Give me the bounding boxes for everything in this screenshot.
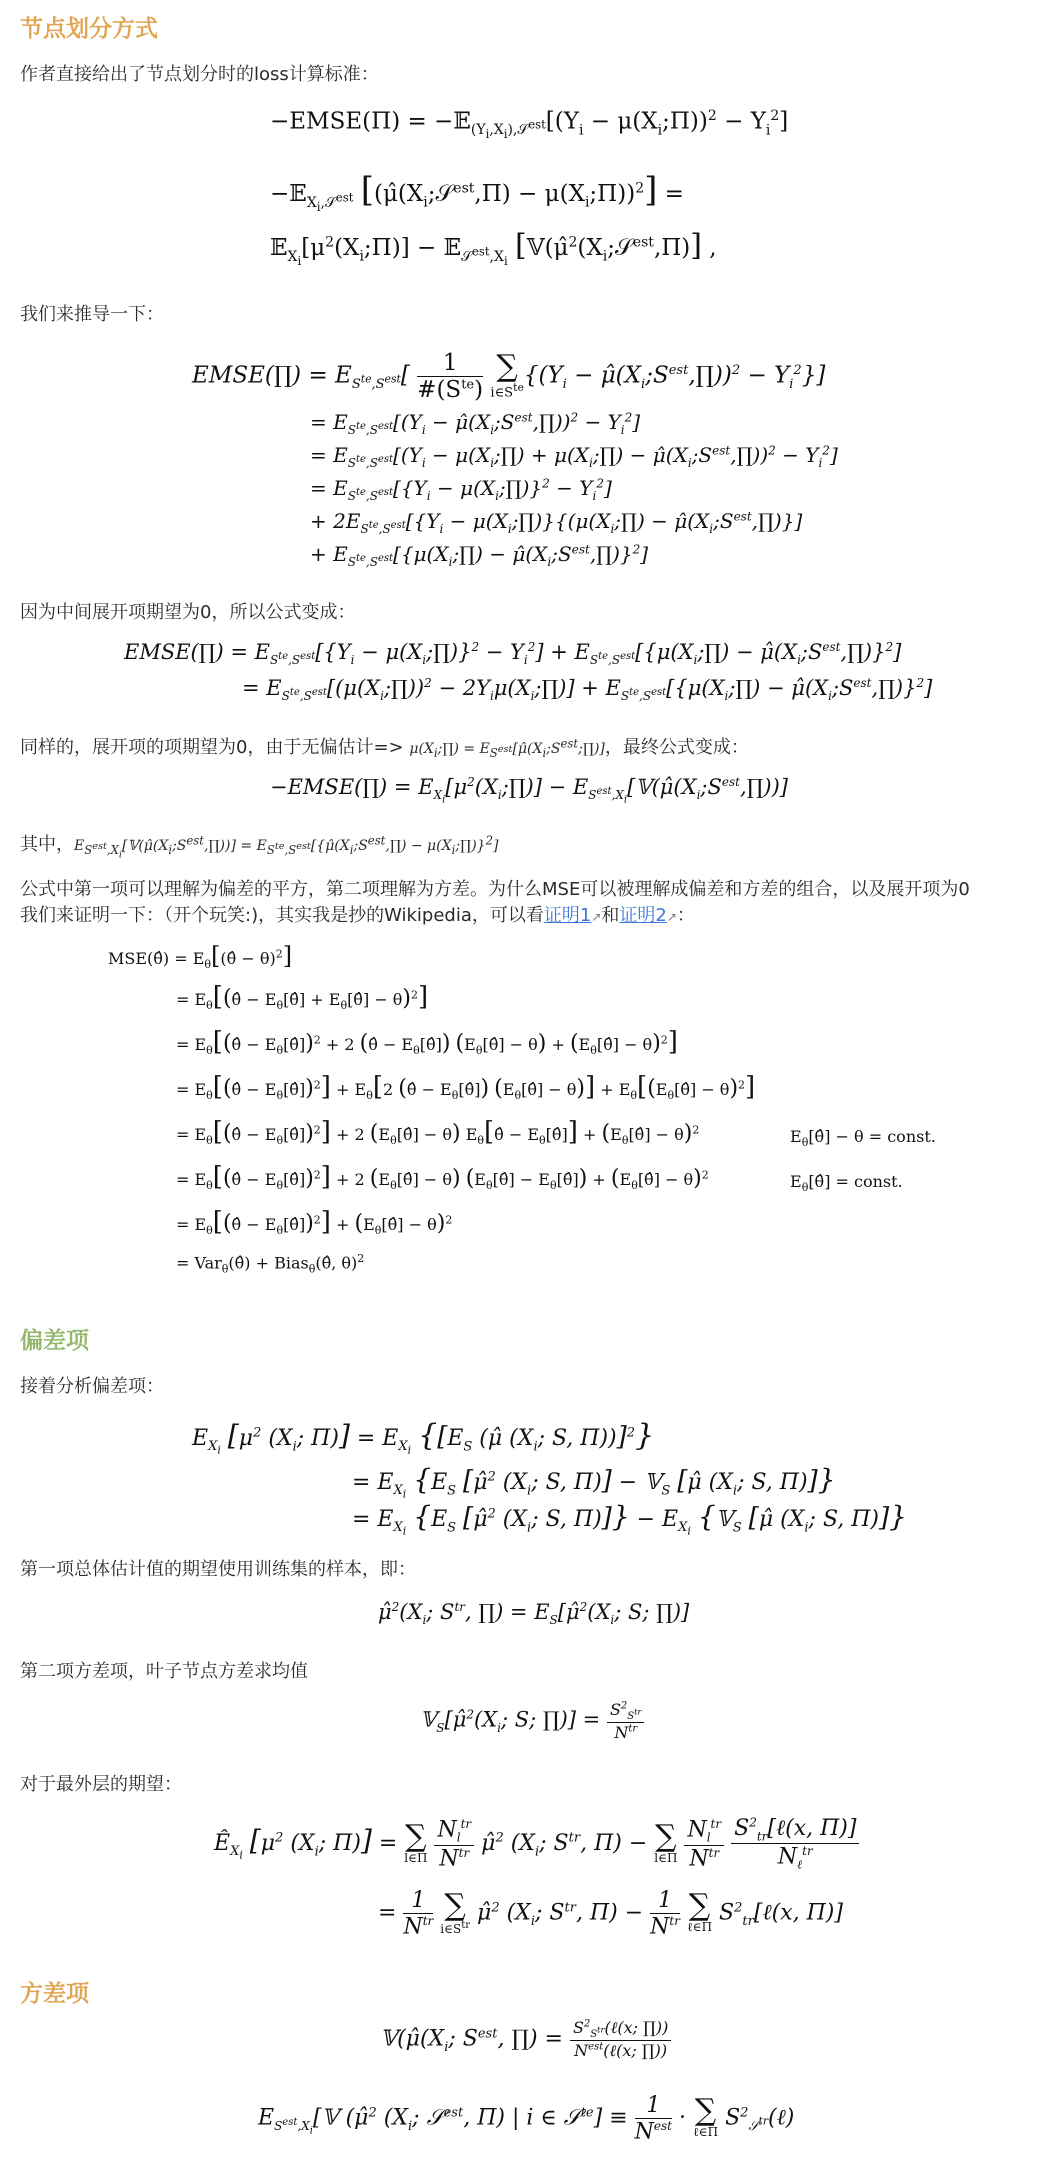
heading-bias: 偏差项 (20, 1328, 89, 1354)
combined-line-2: = $E_{S^{te},S^{est}}[(\mu(X_i;\prod))^2$ − $2Y_i\mu(X_i;\prod)$] + $E_{S^{te},S^{est}}[\{\mu(X_i;\prod)$ − $\mû(X_i;S^{est},\prod)\}^2$] (242, 676, 933, 704)
first-term-paragraph: 第一项总体估计值的期望使用训练集的样本，即： (20, 1559, 416, 1580)
because-paragraph: 因为中间展开项期望为0，所以公式变成： (20, 602, 356, 623)
first-term-equation: $\mû^2(X_i$; $S^{tr}$, ∏) = $E_S[\mû^2(X_i$; S; ∏)] (378, 1600, 690, 1628)
where-text-pre: 其中， (20, 834, 74, 855)
derivation-line-4: = $E_{S^{te},S^{est}}[\{Y_i$ − $\mu(X_i;\prod)\}^2 - Y_i^2$] (310, 476, 612, 503)
variance-line-2: $E_{S^{est},X_i}[𝕍$ (μ̂$^2$ ($X_i$; 𝒮$^{est}$, Π) | i ∈ 𝒮$^{te}$] ≡ 1 $N^{est}$ · ∑ ℓ∈Π $S^2_{𝒮^{tr}}(\ell)$ (258, 2093, 795, 2145)
derivation-line-2: = $E_{S^{te},S^{est}}[(Y_i$ − $\mû(X_i;S^{est},\prod))^2 - Y_i^2$] (310, 410, 641, 437)
second-term-paragraph: 第二项方差项，叶子节点方差求均值 (20, 1661, 308, 1682)
wiki-line-2: = $E_\theta[(\thetâ$ − $E_\theta[\thetâ]$ + $E_\theta[\thetâ] - \theta)^2$] (176, 982, 429, 1013)
where-inline-math: $E_{S^{est},X_i}[𝕍(\mû(X_i;S^{est},\prod))]$ = $E_{S^{te},S^{est}}[\{\mû(X_i;S^{est},\prod)$ − $\mu(X_i;\prod)\}^2$] (74, 833, 499, 861)
derivation-line-3: = $E_{S^{te},S^{est}}[(Y_i$ − $\mu(X_i;\prod)$ + $\mu(X_i;\prod)$ − $\mû(X_i;S^{est},\prod))^2 - Y_i^2$] (310, 443, 838, 470)
heading-split: 节点划分方式 (20, 16, 158, 42)
second-term-equation: $𝕍_S[\mû^2(X_i$; S; ∏)] = $S^2_{S^{tr}}$ $N^{tr}$ (420, 1700, 644, 1742)
wiki-line-1: MSE(θ̂) = $E_\theta[(\thetâ - \theta)^2]$ (108, 942, 293, 972)
wiki-line-8: = Var$_\theta$(θ̂) + Bias$_\theta$(θ̂, θ)$^2$ (176, 1252, 365, 1276)
derivation-line-6: + $E_{S^{te},S^{est}}[\{\mu(X_i;\prod)$ − $\mû(X_i;S^{est},\prod)\}^2$] (310, 542, 649, 569)
outer-paragraph: 对于最外层的期望： (20, 1774, 182, 1795)
mse-line2-post: ： (676, 905, 695, 926)
equation-emse-expand-b: $𝔼_{X_i}[\mu^2(X_i;\Pi)]$ − 𝔼$_{𝒮^{est},X_i}$ [$𝕍(\mû^2(X_i;𝒮^{est},\Pi)]$ , (270, 228, 717, 268)
wiki-line-6: = $E_\theta[(\thetâ$ − $E_\theta[\thetâ])^2] + 2$ $(E_\theta[\thetâ] - \theta)$ ($E_\theta[\thetâ]$ − $E_\theta[\thetâ]$) + $(E_\theta[\thetâ] - \theta)^2$ (176, 1162, 709, 1193)
equation-emse-def: −EMSE(Π) = $-𝔼_{(Y_i,X_i),𝒮^{est}}[(Y_i$ − $\mu(X_i;\Pi))^2 - Y_i^2$] (270, 108, 789, 142)
intro-paragraph: 作者直接给出了节点划分时的loss计算标准： (20, 64, 379, 85)
equation-emse-expand-a: −𝔼$_{X_i,𝒮^{est}}$ [($\mû(X_i;𝒮^{est},\Pi)$ − $\mu(X_i;\Pi))^2$] = (270, 170, 684, 214)
bias-line-2: = $E_{X_i}$ {$E_S$ [μ̂$^2$ ($X_i$; S, Π)] − 𝕍$_S$ [μ̂ ($X_i$; S, Π)]} (352, 1463, 836, 1501)
mse-paragraph-line-2 (20, 901, 695, 927)
heading-variance: 方差项 (20, 1981, 89, 2007)
outer-line-1: $Ê_{X_i}$ [$\mu^2$ ($X_i$; Π)] = ∑ l∈Π $N_l^{tr}$ $N^{tr}$ μ̂$^2$ ($X_i$; $S^{tr}$, Π) − ∑ l∈Π $N_l^{tr}$ $N^{tr}$ $S^2_{tr}[\ell(x$, Π)] $N_\ell^{tr}$ (214, 1815, 859, 1873)
wiki-line-3: = $E_\theta[(\thetâ$ − $E_\theta[\thetâ])^2 + 2$ (θ̂ − $E_\theta[\thetâ]$) $(E_\theta[\thetâ] - \theta)$ + $(E_\theta[\thetâ] - \theta)^2$] (176, 1027, 678, 1058)
final-equation: −EMSE(∏) = $E_{X_i}[\mu^2(X_i;\prod)]$ − $E_{S^{est},X_i}[𝕍(\mû(X_i;S^{est},\prod))]$ (270, 775, 788, 806)
proof-2-link[interactable]: 证明2 (619, 905, 667, 926)
derivation-line-1: EMSE(∏) = $E_{S^{te},S^{est}}$[ 1 $\#(S^{te})$ ∑ $i\in S^{te}$ {($Y_i$ − $\mû(X_i;S^{est},\prod))^2 - Y_i^2$}] (192, 348, 826, 403)
link-and-text: 和 (601, 905, 620, 926)
derive-paragraph: 我们来推导一下： (20, 304, 164, 325)
wiki-note-1: $E_\theta[\thetâ] - \theta$ = const. (790, 1127, 936, 1150)
variance-line-1: $𝕍(\mû(X_i$; $S^{est}$, ∏) = $S^2_{S^{tr}}(\ell(x$; ∏)) $N^{est}(\ell(x$; ∏)) (380, 2018, 671, 2061)
proof-1-link[interactable]: 证明1 (543, 905, 592, 926)
likewise-inline-math: $\mu(X_i;\prod)$ = $E_{S^{est}}[\mû(X_i;S^{est};\prod)]$ (409, 736, 605, 760)
external-link-icon: ↗ (591, 910, 602, 924)
likewise-text-pre: 同样的，展开项的项期望为0，由于无偏估计=> (20, 737, 404, 758)
bias-line-1: $E_{X_i}$ [$\mu^2$ ($X_i$; $\Pi)] = E_{X_i}$ {[$E_S$ (μ̂ ($X_i$; S, Π))]$^2$} (192, 1418, 655, 1457)
combined-line-1: EMSE(∏) = $E_{S^{te},S^{est}}[\{Y_i$ − $\mu(X_i;\prod)\}^2 - Y_i^2$] + $E_{S^{te},S^{est}}[\{\mu(X_i;\prod)$ − $\mû(X_i;S^{est},\prod)\}^2$] (124, 640, 902, 668)
likewise-paragraph (20, 733, 749, 760)
bias-intro-paragraph: 接着分析偏差项： (20, 1376, 164, 1397)
mse-line2-text: 我们来证明一下：（开个玩笑:)，其实我是抄的Wikipedia，可以看 (20, 905, 544, 926)
wiki-line-5: = $E_\theta[(\thetâ$ − $E_\theta[\thetâ])^2] + 2$ $(E_\theta[\thetâ] - \theta)$ $E_\theta[\thetâ$ − $E_\theta[\thetâ]$] + $(E_\theta[\thetâ] - \theta)^2$ (176, 1117, 700, 1148)
wiki-line-4: = $E_\theta[(\thetâ$ − $E_\theta[\thetâ])^2] + E_\theta[2$ (θ̂ − $E_\theta[\thetâ]$) $(E_\theta[\thetâ] - \theta)$] + $E_\theta[(E_\theta[\thetâ] - \theta)^2]$ (176, 1072, 756, 1103)
derivation-line-5: + $2E_{S^{te},S^{est}}[\{Y_i$ − $\mu(X_i;\prod)\}\{(\mu(X_i;\prod)$ − $\mû(X_i;S^{est},\prod)$}] (310, 509, 803, 536)
mse-paragraph-line-1: 公式中第一项可以理解为偏差的平方，第二项理解为方差。为什么MSE可以被理解成偏差和方差的组合，以及展开项为0 (20, 879, 970, 900)
external-link-icon: ↗ (666, 910, 677, 924)
bias-line-3: = $E_{X_i}$ {$E_S$ [μ̂$^2$ ($X_i$; S, $\Pi)]\} - E_{X_i}$ {𝕍$_S$ [μ̂ ($X_i$; S, Π)]} (352, 1500, 907, 1538)
outer-line-2: = 1 $N^{tr}$ ∑ $i\in S^{tr}$ μ̂$^2$ ($X_i$; $S^{tr}$, Π) − 1 $N^{tr}$ ∑ ℓ∈Π $S^2_{tr}[\ell(x$, Π)] (378, 1887, 843, 1940)
where-paragraph (20, 830, 498, 860)
likewise-text-post: ，最终公式变成： (604, 737, 749, 758)
wiki-note-2: $E_\theta[\thetâ]$ = const. (790, 1172, 903, 1195)
wiki-line-7: = $E_\theta[(\thetâ$ − $E_\theta[\thetâ])^2$] + $(E_\theta[\thetâ] - \theta)^2$ (176, 1207, 453, 1238)
